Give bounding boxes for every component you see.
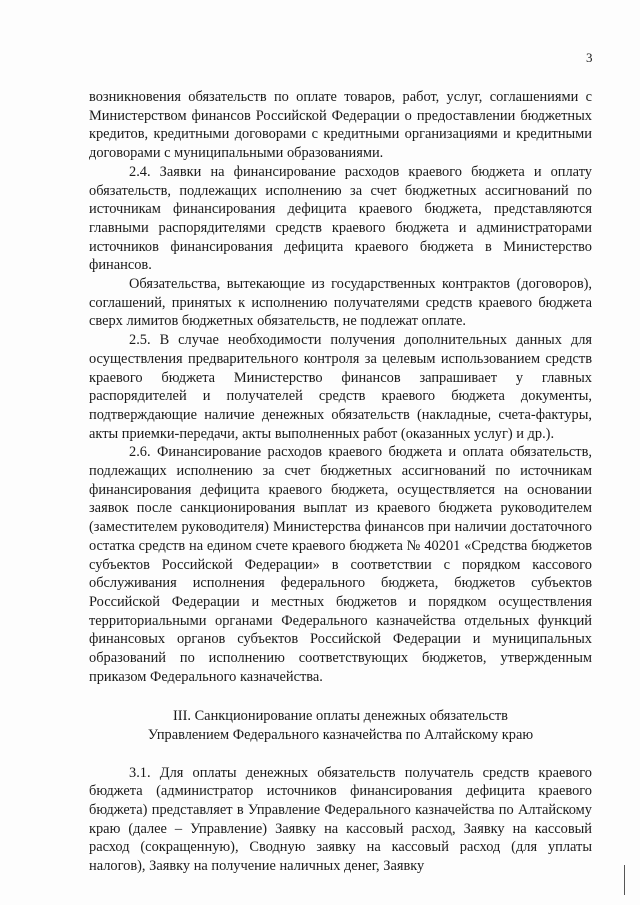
paragraph: 2.5. В случае необходимости получения дополнительных данных для осуществления предварительного контроля за целевым использованием средств краевого бюджета Министерство финансов запрашивает у главных распорядителей и получателей средств краевого бюджета документы, подтверждающие наличие денежных обязательств (накладные, счета-фактуры, акты приемки-передачи, акты выполненных работ (оказанных услуг) и др.). [89, 332, 592, 442]
section-heading [89, 707, 592, 745]
section-2-text [89, 88, 592, 687]
page-number: 3 [586, 50, 593, 65]
paragraph: 3.1. Для оплаты денежных обязательств получатель средств краевого бюджета (администратор источников финансирования дефицита краевого бюджета) представляет в Управление Федерального казначейства по Алтайскому краю (далее – Управление) Заявку на кассовый расход, Заявку на кассовый расход (сокращенную), Сводную заявку на кассовый расход (для уплаты налогов), Заявку на получение наличных денег, Заявку [89, 764, 592, 875]
scan-margin-mark [624, 865, 628, 895]
document-body [89, 88, 592, 876]
section-heading-line-1: III. Санкционирование оплаты денежных обязательств [173, 707, 508, 724]
paragraph: 2.4. Заявки на финансирование расходов краевого бюджета и оплату обязательств, подлежащих исполнению за счет бюджетных ассигнований по источникам финансирования дефицита краевого бюджета, представляются главными распорядителями средств краевого бюджета и администраторами источников финансирования дефицита краевого бюджета в Министерство финансов. [89, 163, 592, 274]
paragraph: 2.6. Финансирование расходов краевого бюджета и оплата обязательств, подлежащих исполнению за счет бюджетных ассигнований по источникам финансирования дефицита краевого бюджета, осуществляется на основании заявок после санкционирования выплат из краевого бюджета руководителем (заместителем руководителя) Министерства финансов при наличии достаточного остатка средств на едином счете краевого бюджета № 40201 «Средства бюджетов субъектов Российской Федерации» в соответствии с порядком кассового обслуживания исполнения федерального бюджета, бюджетов субъектов Российской Федерации и местных бюджетов и порядком осуществления территориальными органами Федерального казначейства отдельных функций финансовых органов субъектов Российской Федерации и муниципальных образований по исполнению соответствующих бюджетов, утвержденным приказом Федерального казначейства. [89, 444, 592, 685]
section-3-text [89, 764, 592, 876]
section-heading-line-2: Управлением Федерального казначейства по Алтайскому краю [147, 726, 534, 743]
paragraph: возникновения обязательств по оплате товаров, работ, услуг, соглашениями с Министерством финансов Российской Федерации о предоставлении бюджетных кредитов, кредитными договорами с кредитными организациями и кредитными договорами с муниципальными образованиями. [89, 89, 592, 162]
paragraph: Обязательства, вытекающие из государственных контрактов (договоров), соглашений, принятых к исполнению получателями средств краевого бюджета сверх лимитов бюджетных обязательств, не подлежат оплате. [89, 276, 592, 330]
